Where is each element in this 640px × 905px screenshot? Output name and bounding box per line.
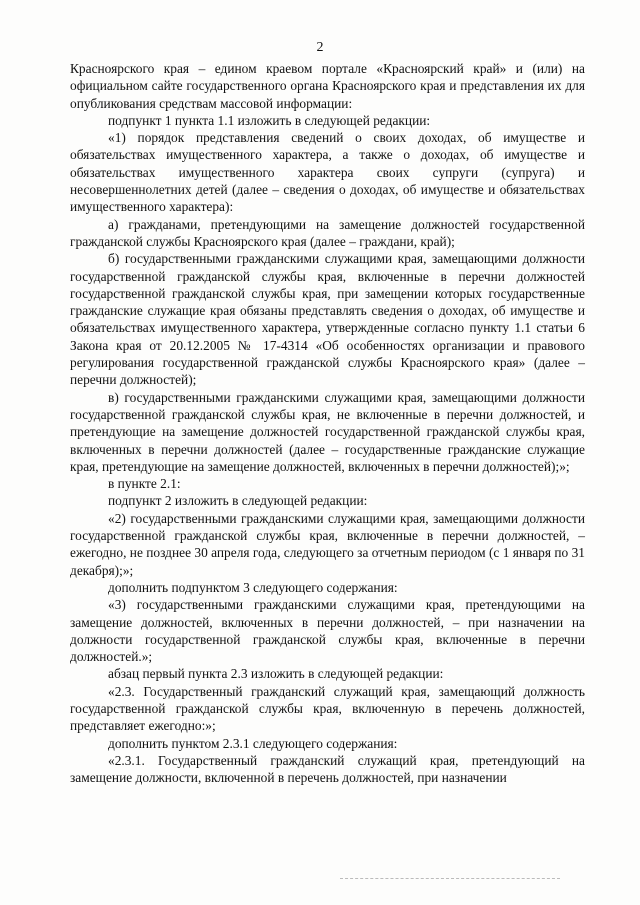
paragraph-instruction: дополнить подпунктом 3 следующего содержания: xyxy=(108,579,398,595)
paragraph-continuation: Красноярского края – едином краевом портале «Красноярский край» и (или) на официальном сайте государственного органа Красноярского края и представления их для опубликования средствам массовой информации: xyxy=(70,61,585,111)
paragraph-clause-2-3-1: «2.3.1. Государственный гражданский служащий края, претендующий на замещение должности, включенной в перечень должностей, при назначении xyxy=(70,752,585,786)
paragraph-clause-b: б) государственными гражданскими служащими края, замещающими должности государственной гражданской службы края, включенные в перечни должностей государственной гражданской службы края, при замещении которых государственные гражданские служащие края обязаны представлять сведения о доходах, об имуществе и обязательствах имущественного характера, утвержденные согласно пункту 1.1 статьи 6 Закона края от 20.12.2005 № 17-4314 «Об особенностях организации и правового регулирования государственной гражданской службы Красноярского края» (далее – перечни должностей); xyxy=(70,251,585,388)
document-body xyxy=(70,60,585,786)
paragraph-instruction: подпункт 1 пункта 1.1 изложить в следующей редакции: xyxy=(108,112,431,128)
scan-edge-divider xyxy=(340,878,560,879)
paragraph-clause-1: «1) порядок представления сведений о своих доходах, об имуществе и обязательствах имущественного характера, а также о доходах, об имуществе и обязательствах имущественного характера своих супруги (супруга) и несовершеннолетних детей (далее – сведения о доходах, об имуществе и обязательствах имущественного характера): xyxy=(70,130,585,215)
paragraph-instruction: дополнить пунктом 2.3.1 следующего содержания: xyxy=(108,735,398,751)
paragraph-clause-3: «3) государственными гражданскими служащими края, претендующими на замещение должностей, включенных в перечни должностей, – при назначении на должности государственной гражданской службы края, включенные в перечни должностей.»; xyxy=(70,597,585,665)
paragraph-instruction: подпункт 2 изложить в следующей редакции: xyxy=(108,493,368,509)
paragraph-instruction: в пункте 2.1: xyxy=(108,476,181,492)
paragraph-clause-2-3: «2.3. Государственный гражданский служащий края, замещающий должность государственной гражданской службы края, включенную в перечень должностей, представляет ежегодно:»; xyxy=(70,683,585,734)
paragraph-instruction: абзац первый пункта 2.3 изложить в следующей редакции: xyxy=(108,666,444,682)
paragraph-clause-2: «2) государственными гражданскими служащими края, замещающими должности государственной гражданской службы края, включенные в перечни должностей, – ежегодно, не позднее 30 апреля года, следующего за отчетным периодом (с 1 января по 31 декабря);»; xyxy=(70,510,585,578)
paragraph-clause-v: в) государственными гражданскими служащими края, замещающими должности государственной гражданской службы края, не включенные в перечни должностей, и претендующие на замещение должностей государственной гражданской службы края, включенных в перечни должностей (далее – государственные гражданские служащие края, претендующие на замещение должностей, включенных в перечни должностей);»; xyxy=(70,389,585,474)
page-number: 2 xyxy=(316,40,324,55)
paragraph-clause-a: а) гражданами, претендующими на замещение должностей государственной гражданской службы Красноярского края (далее – граждани, край); xyxy=(70,216,585,249)
